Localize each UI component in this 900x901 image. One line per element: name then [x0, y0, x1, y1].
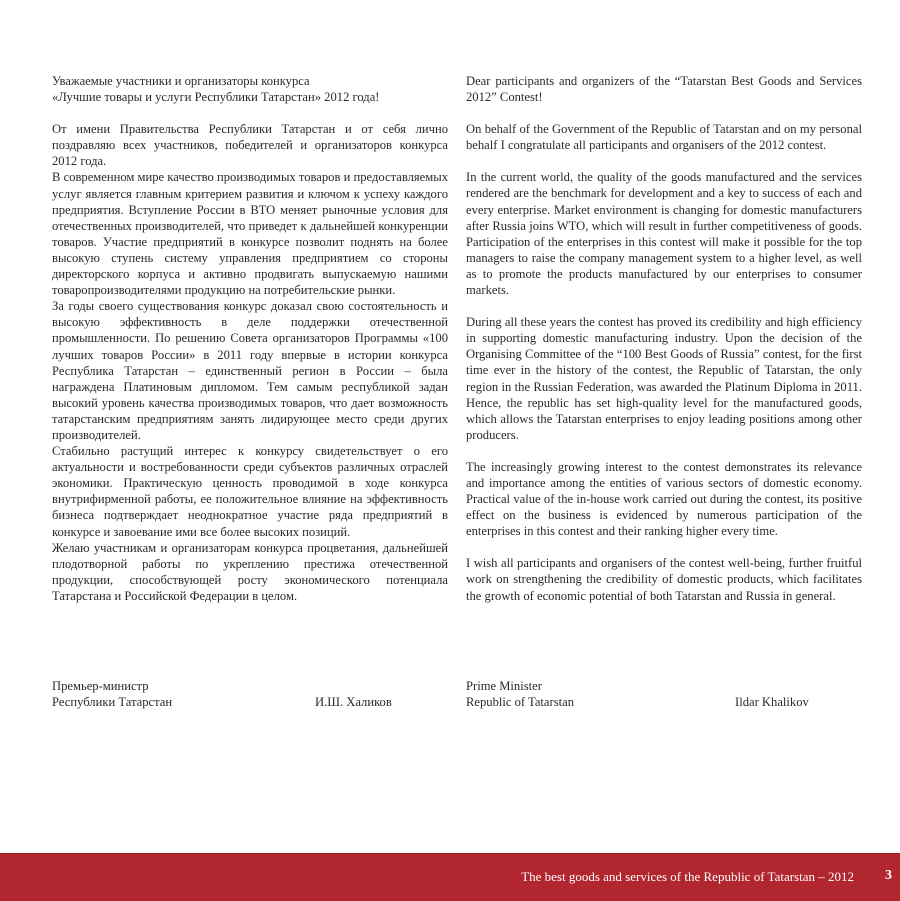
en-salutation: Dear participants and organizers of the “Tatarstan Best Goods and Services 2012” Contest!: [466, 74, 862, 105]
ru-paragraph: За годы своего существования конкурс доказал свою состоятельность и высокую эффективность в деле поддержки отечественной промышленности. По решению Совета организаторов Программы «100 лучших товаров России» в 2011 году впервые в истории конкурса Республика Татарстан – единственный регион в России – была награждена Платиновым дипломом. Тем самым республикой задан высокий уровень качества производимых товаров, что дает возможность татарстанским предприятиям занять лидирующее место среди других производителей.: [52, 299, 448, 442]
spacer: [466, 539, 862, 555]
russian-letter: [52, 73, 448, 604]
en-paragraph: The increasingly growing interest to the contest demonstrates its relevance and importance among the entities of various sectors of domestic economy. Practical value of the in-house work carried out during the contest, its positive effect on the business is evidenced by numerous participation of the enterprises in this contest and their ranking higher every time.: [466, 459, 862, 539]
spacer: [466, 298, 862, 314]
ru-signature-block: [52, 678, 452, 710]
en-signature-block: [466, 678, 866, 710]
ru-signature-title: Премьер-министр: [52, 679, 149, 693]
ru-paragraph: Стабильно растущий интерес к конкурсу свидетельствует о его актуальности и востребованности среди субъектов различных отраслей экономики. Практическую ценность проводимой в ходе конкурса внутрифирменной работы, ее положительное влияние на эффективность бизнеса подтверждает неоднократное участие ряда предприятий в конкурсе и завоевание ими все более высоких позиций.: [52, 444, 448, 539]
footer-bar: [0, 853, 900, 901]
ru-signature-name: И.Ш. Халиков: [315, 695, 392, 710]
ru-paragraph: Желаю участникам и организаторам конкурса процветания, дальнейшей плодотворной работы по укреплению престижа отечественной продукции, способствующей росту экономического потенциала Татарстана и Российской Федерации в целом.: [52, 540, 448, 603]
footer-title: The best goods and services of the Republic of Tatarstan – 2012: [521, 869, 854, 884]
en-signature-name: Ildar Khalikov: [735, 695, 809, 710]
spacer: [52, 105, 448, 121]
ru-signature-org: Республики Татарстан: [52, 695, 173, 710]
english-letter: [466, 73, 862, 604]
en-signature-org: Republic of Tatarstan: [466, 695, 574, 710]
spacer: [466, 153, 862, 169]
spacer: [466, 443, 862, 459]
ru-paragraph: От имени Правительства Республики Татарстан и от себя лично поздравляю всех участников, победителей и организаторов конкурса 2012 года.: [52, 122, 448, 169]
en-paragraph: On behalf of the Government of the Republic of Tatarstan and on my personal behalf I congratulate all participants and organisers of the 2012 contest.: [466, 122, 862, 153]
spacer: [466, 105, 862, 121]
en-paragraph: I wish all participants and organisers of the contest well-being, further fruitful work on strengthening the credibility of domestic products, which facilitates the growth of economic potential of both Tatarstan and Russia in general.: [466, 556, 862, 603]
page-number: 3: [885, 868, 892, 883]
en-paragraph: During all these years the contest has proved its credibility and high efficiency in supporting domestic manufacturing industry. Upon the decision of the Organising Committee of the “100 Best Goods of Russia” contest, for the first time ever in the history of the contest, the Republic of Tatarstan, the only region in the Russian Federation, was awarded the Platinum Diploma in 2011. Hence, the republic has set high-quality level for the manufactured goods, which allows the Tatarstan enterprises to enjoy leading positions among other producers.: [466, 315, 862, 442]
ru-salutation-line-2: «Лучшие товары и услуги Республики Татарстан» 2012 года!: [52, 90, 380, 105]
ru-salutation-line-1: Уважаемые участники и организаторы конкурса: [52, 74, 310, 88]
en-paragraph: In the current world, the quality of the goods manufactured and the services rendered are the benchmark for development and a key to success of each and every enterprise. Market environment is changing for domestic manufacturers after Russia joins WTO, which will result in further competitiveness of goods. Participation of the enterprises in this contest will make it possible for the top managers to raise the company management system to a higher level, as well as to promote the products manufactured by our enterprises to consumer markets.: [466, 170, 862, 298]
en-signature-title: Prime Minister: [466, 679, 542, 693]
ru-paragraph: В современном мире качество производимых товаров и предоставляемых услуг является главным критерием развития и ключом к успеху каждого предприятия. Вступление России в ВТО меняет рыночные условия для отечественных производителей, что приведет к дальнейшей конкуренции товаров. Участие предприятий в конкурсе позволит поднять на более высокую ступень систему управления предприятием со стороны директорского корпуса и активно продвигать выпускаемую нашими товаропроизводителями продукцию на потребительские рынки.: [52, 170, 448, 298]
